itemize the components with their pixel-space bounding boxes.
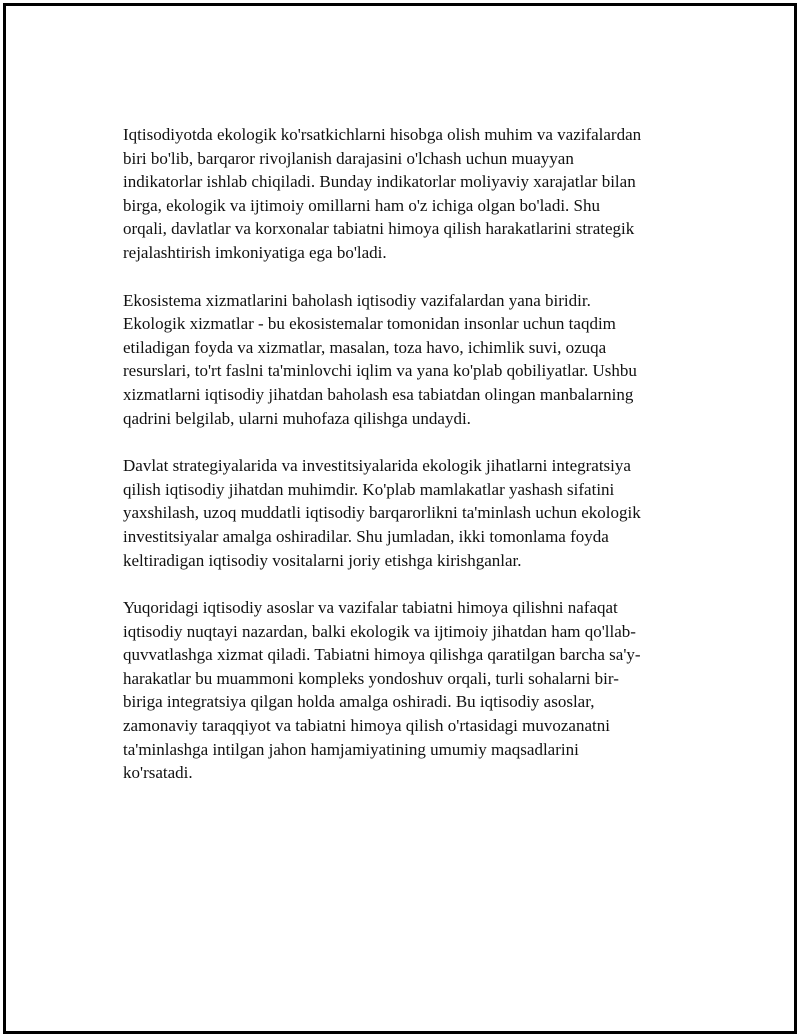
text-line: quvvatlashga xizmat qiladi. Tabiatni himoya qilishga qaratilgan barcha sa'y- bbox=[123, 645, 641, 665]
text-line: harakatlar bu muammoni kompleks yondoshuv orqali, turli sohalarni bir- bbox=[123, 668, 619, 688]
text-line: qilish iqtisodiy jihatdan muhimdir. Ko'plab mamlakatlar yashash sifatini bbox=[123, 479, 615, 499]
text-line: orqali, davlatlar va korxonalar tabiatni himoya qilish harakatlarini strategik bbox=[123, 219, 635, 239]
text-line: yaxshilash, uzoq muddatli iqtisodiy barqarorlikni ta'minlash uchun ekologik bbox=[123, 503, 641, 523]
text-line: Yuqoridagi iqtisodiy asoslar va vazifalar tabiatni himoya qilishni nafaqat bbox=[123, 598, 618, 618]
text-line: keltiradigan iqtisodiy vositalarni joriy etishga kirishganlar. bbox=[123, 550, 522, 570]
text-line: Iqtisodiyotda ekologik ko'rsatkichlarni hisobga olish muhim va vazifalardan bbox=[123, 125, 642, 144]
text-line: Davlat strategiyalarida va investitsiyalarida ekologik jihatlarni integratsiya bbox=[123, 456, 631, 476]
text-line: zamonaviy taraqqiyot va tabiatni himoya qilish o'rtasidagi muvozanatni bbox=[123, 716, 610, 736]
paragraph-3 bbox=[123, 454, 693, 572]
text-line: birga, ekologik va ijtimoiy omillarni ham o'z ichiga olgan bo'ladi. Shu bbox=[123, 195, 601, 215]
text-line: xizmatlarni iqtisodiy jihatdan baholash esa tabiatdan olingan manbalarning bbox=[123, 384, 634, 404]
paragraph-1 bbox=[123, 123, 693, 265]
text-line: iqtisodiy nuqtayi nazardan, balki ekologik va ijtimoiy jihatdan ham qo'llab- bbox=[123, 621, 636, 641]
text-line: indikatorlar ishlab chiqiladi. Bunday indikatorlar moliyaviy xarajatlar bilan bbox=[123, 172, 636, 192]
text-line: ta'minlashga intilgan jahon hamjamiyatining umumiy maqsadlarini bbox=[123, 739, 579, 759]
text-line: Ekosistema xizmatlarini baholash iqtisodiy vazifalardan yana biridir. bbox=[123, 290, 591, 310]
text-line: biri bo'lib, barqaror rivojlanish darajasini o'lchash uchun muayyan bbox=[123, 148, 574, 168]
page-frame bbox=[3, 3, 797, 1034]
paragraph-4 bbox=[123, 596, 693, 785]
paragraph-2 bbox=[123, 289, 693, 431]
text-line: etiladigan foyda va xizmatlar, masalan, toza havo, ichimlik suvi, ozuqa bbox=[123, 337, 607, 357]
text-line: biriga integratsiya qilgan holda amalga oshiradi. Bu iqtisodiy asoslar, bbox=[123, 692, 595, 712]
text-line: qadrini belgilab, ularni muhofaza qilishga undaydi. bbox=[123, 408, 471, 428]
text-line: investitsiyalar amalga oshiradilar. Shu jumladan, ikki tomonlama foyda bbox=[123, 526, 609, 546]
document-body bbox=[123, 123, 693, 809]
text-line: resurslari, to'rt faslni ta'minlovchi iqlim va yana ko'plab qobiliyatlar. Ushbu bbox=[123, 361, 637, 381]
text-line: rejalashtirish imkoniyatiga ega bo'ladi. bbox=[123, 242, 387, 262]
text-line: ko'rsatadi. bbox=[123, 763, 193, 783]
text-line: Ekologik xizmatlar - bu ekosistemalar tomonidan insonlar uchun taqdim bbox=[123, 314, 616, 334]
